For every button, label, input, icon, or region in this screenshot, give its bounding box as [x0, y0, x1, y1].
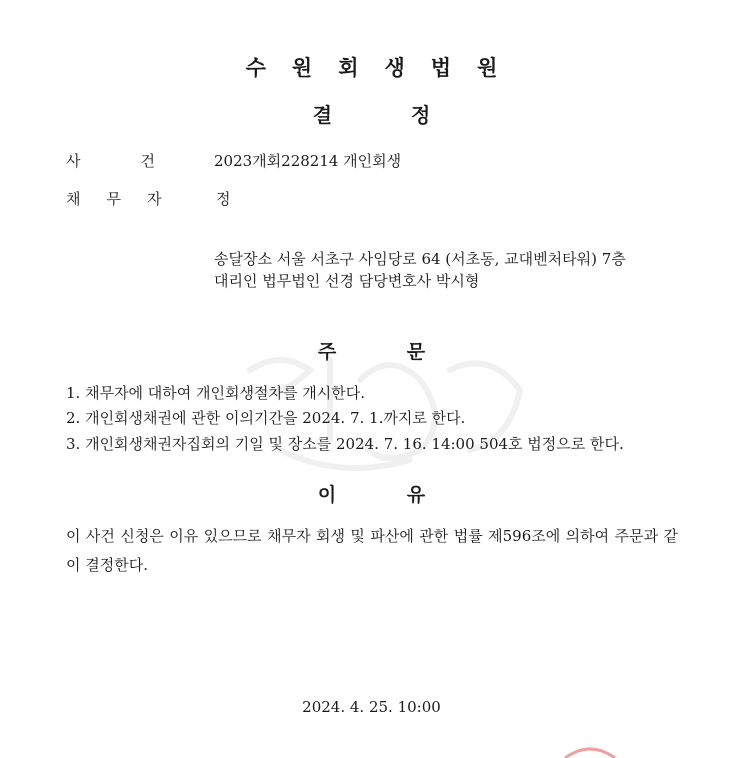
court-name: 수원회생법원: [245, 56, 524, 80]
case-label: 사건: [66, 152, 215, 170]
order-item: 1. 채무자에 대하여 개인회생절차를 개시한다.: [66, 384, 365, 402]
legal-agent: 대리인 법무법인 선경 담당변호사 박시형: [214, 272, 480, 290]
reason-heading: 이 유: [317, 484, 426, 506]
document-type: 결 정: [312, 103, 431, 127]
seal-stamp-icon: [560, 738, 620, 758]
case-number: 2023개회228214 개인회생: [214, 152, 402, 170]
decision-date: 2024. 4. 25. 10:00: [302, 698, 441, 716]
reason-text: 이 사건 신청은 이유 있으므로 채무자 회생 및 파산에 관한 법률 제596조에 의하여 주문과 같이 결정한다.: [66, 527, 678, 574]
debtor-label: 채무자: [66, 190, 188, 208]
order-item: 3. 개인회생채권자집회의 기일 및 장소를 2024. 7. 16. 14:00 504호 법정으로 한다.: [66, 435, 624, 453]
order-item: 2. 개인회생채권에 관한 이의기간을 2024. 7. 1.까지로 한다.: [66, 409, 466, 427]
debtor-name: 정: [216, 190, 231, 208]
order-heading: 주 문: [317, 341, 426, 363]
service-address: 송달장소 서울 서초구 사임당로 64 (서초동, 교대벤처타워) 7층: [214, 250, 626, 268]
